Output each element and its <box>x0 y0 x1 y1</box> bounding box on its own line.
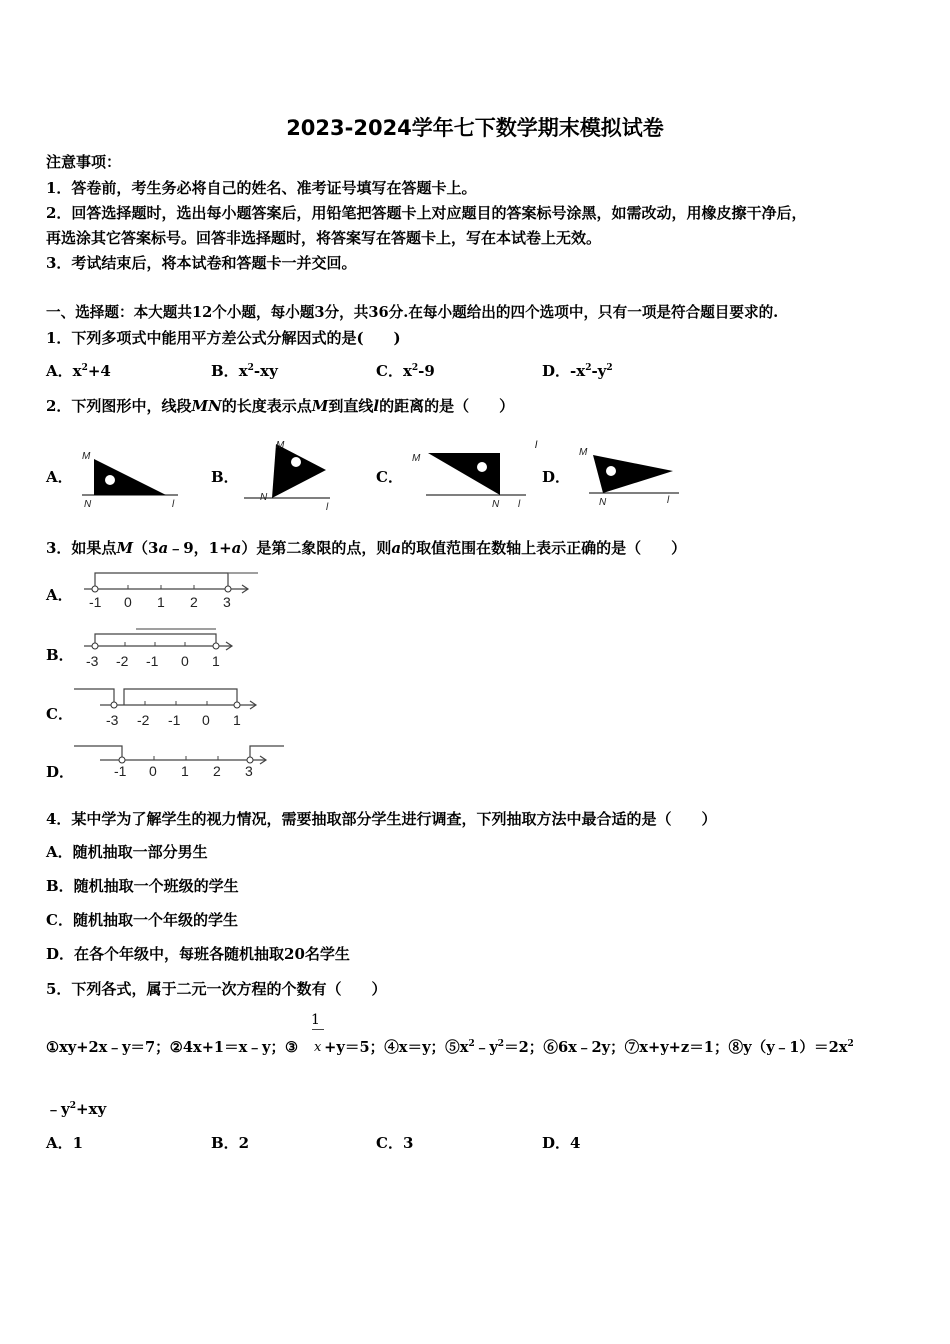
svg-text:-1: -1 <box>114 763 127 779</box>
q1-option-b[interactable]: B．$x^2-xy$ <box>211 362 278 380</box>
q5-equations-line: ①xy+2x﹣y＝7；②4x+1＝x﹣y；③ +y＝5；④x＝y；$⑤x^2﹣y^2=2$；⑥6x﹣2y；⑦x+y+z＝1；$⑧y(y﹣1)=2x^2$ <box>46 1039 854 1056</box>
fraction-denominator: x <box>314 1040 322 1055</box>
svg-text:2: 2 <box>213 763 221 779</box>
q3-label-a[interactable]: A． <box>46 586 73 604</box>
q3-numberline-d <box>72 740 292 788</box>
notice-item: 再选涂其它答案标号。回答非选择题时，将答案写在答题卡上，写在本试卷上无效。 <box>46 229 602 247</box>
q3-numberline-c <box>72 683 272 731</box>
notice-item: 3．考试结束后，将本试卷和答题卡一并交回。 <box>46 254 357 272</box>
q2-figure-d <box>575 445 685 515</box>
q2-figure-a <box>78 445 188 515</box>
q1-option-a[interactable]: A．$x^2+4$ <box>46 362 111 380</box>
q1-option-d[interactable]: D．$-x^2-y^2$ <box>542 362 613 380</box>
svg-text:0: 0 <box>124 594 132 610</box>
svg-text:3: 3 <box>245 763 253 779</box>
svg-text:0: 0 <box>149 763 157 779</box>
svg-text:l: l <box>667 495 670 506</box>
svg-text:3: 3 <box>223 594 231 610</box>
svg-text:0: 0 <box>181 653 189 669</box>
svg-text:-1: -1 <box>168 712 181 728</box>
svg-text:N: N <box>492 499 500 510</box>
svg-text:N: N <box>599 497 607 508</box>
svg-text:1: 1 <box>157 594 165 610</box>
q5-option-b[interactable]: B．2 <box>211 1134 250 1152</box>
q2-label-a[interactable]: A． <box>46 468 73 486</box>
q3-label-d[interactable]: D． <box>46 763 75 781</box>
question-5-stem: 5．下列各式，属于二元一次方程的个数有（ ） <box>46 980 387 998</box>
svg-text:1: 1 <box>181 763 189 779</box>
question-3-stem: 3．如果点M（3a﹣9，1+a）是第二象限的点，则a的取值范围在数轴上表示正确的是（ ） <box>46 539 687 557</box>
question-4-stem: 4．某中学为了解学生的视力情况，需要抽取部分学生进行调查，下列抽取方法中最合适的是（ ） <box>46 810 717 828</box>
svg-text:l: l <box>518 499 521 510</box>
q3-label-c[interactable]: C． <box>46 705 73 723</box>
q2-label-d[interactable]: D． <box>542 468 571 486</box>
q2-figure-c-line-label: l <box>535 440 538 451</box>
notice-heading: 注意事项： <box>46 153 122 171</box>
q2-label-b[interactable]: B． <box>211 468 239 486</box>
q1-option-c[interactable]: C．$x^2-9$ <box>376 362 435 380</box>
q2-figure-c <box>408 445 533 515</box>
q3-numberline-b <box>80 624 250 672</box>
notice-item: 2．回答选择题时，选出每小题答案后，用铅笔把答题卡上对应题目的答案标号涂黑，如需改动，用橡皮擦干净后， <box>46 204 807 222</box>
svg-text:-1: -1 <box>89 594 102 610</box>
fraction-numerator: 1 <box>311 1012 320 1028</box>
svg-text:l: l <box>172 499 175 510</box>
q3-label-b[interactable]: B． <box>46 646 74 664</box>
svg-text:-3: -3 <box>86 653 99 669</box>
q4-option-c[interactable]: C．随机抽取一个年级的学生 <box>46 911 238 929</box>
question-1-stem: 1．下列多项式中能用平方差公式分解因式的是( ) <box>46 329 401 347</box>
svg-text:1: 1 <box>233 712 241 728</box>
svg-text:-2: -2 <box>116 653 129 669</box>
svg-text:N: N <box>260 492 268 503</box>
section-heading: 一、选择题：本大题共12个小题，每小题3分，共36分.在每小题给出的四个选项中，只有一项是符合题目要求的. <box>46 304 779 321</box>
q5-option-d[interactable]: D．4 <box>542 1134 581 1152</box>
svg-text:N: N <box>84 499 92 510</box>
svg-text:0: 0 <box>202 712 210 728</box>
svg-text:2: 2 <box>190 594 198 610</box>
svg-text:-3: -3 <box>106 712 119 728</box>
svg-text:l: l <box>326 502 329 513</box>
q5-option-c[interactable]: C．3 <box>376 1134 414 1152</box>
svg-text:-1: -1 <box>146 653 159 669</box>
q4-option-b[interactable]: B．随机抽取一个班级的学生 <box>46 877 239 895</box>
svg-text:1: 1 <box>212 653 220 669</box>
q2-label-c[interactable]: C． <box>376 468 403 486</box>
page-title: 2023-2024学年七下数学期末模拟试卷 <box>286 116 664 140</box>
q4-option-a[interactable]: A．随机抽取一部分男生 <box>46 843 208 861</box>
q5-option-a[interactable]: A．1 <box>46 1134 84 1152</box>
question-2-stem: 2．下列图形中，线段MN的长度表示点M到直线l的距离的是（ ） <box>46 397 515 415</box>
q4-option-d[interactable]: D．在各个年级中，每班各随机抽取20名学生 <box>46 945 350 963</box>
svg-text:-2: -2 <box>137 712 150 728</box>
svg-text:M: M <box>579 447 588 458</box>
svg-text:M: M <box>276 440 285 451</box>
q5-equations-line-2: $﹣y^2+xy$ <box>46 1100 107 1118</box>
svg-text:M: M <box>412 453 421 464</box>
fraction-bar <box>312 1029 324 1030</box>
q2-figure-b <box>240 438 340 514</box>
notice-item: 1．答卷前，考生务必将自己的姓名、准考证号填写在答题卡上。 <box>46 179 477 197</box>
svg-text:M: M <box>82 451 91 462</box>
q3-numberline-a <box>80 565 270 613</box>
